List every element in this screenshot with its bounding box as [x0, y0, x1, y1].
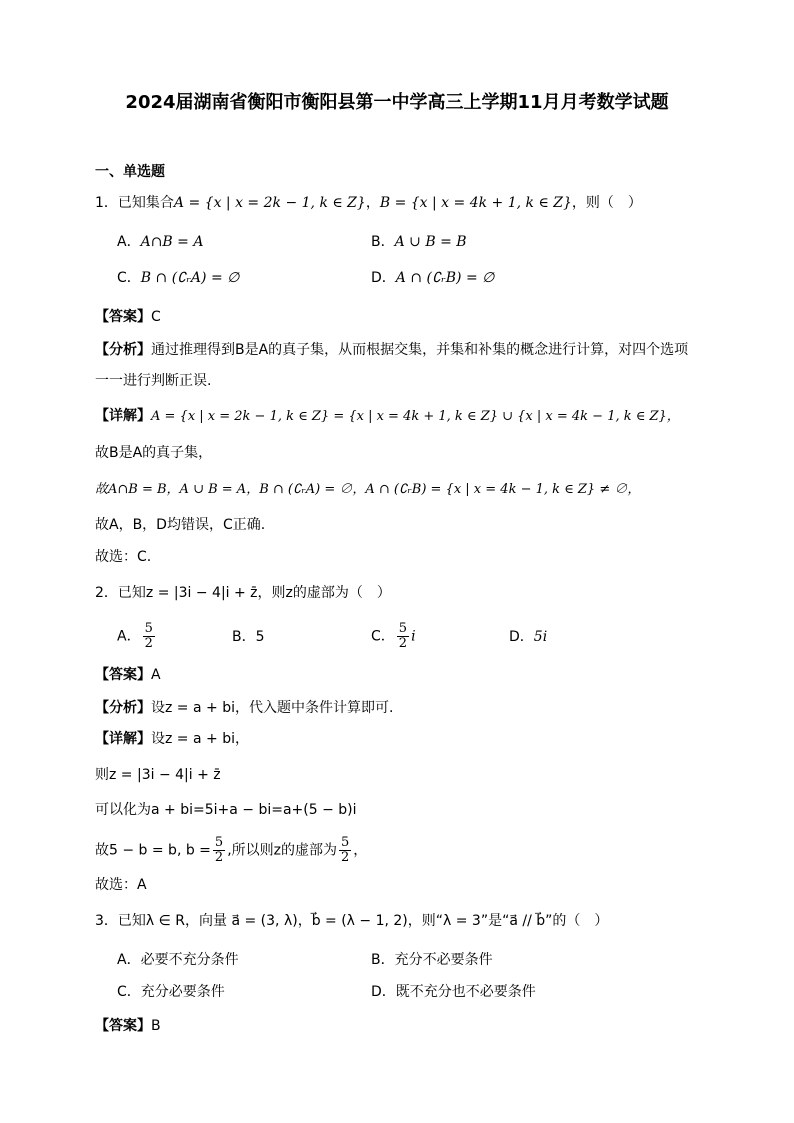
q1-set-a: A = {x | x = 2k − 1, k ∈ Z}: [173, 195, 366, 211]
q1-analysis-cont: 一一进行判断正误.: [95, 373, 212, 389]
q2-option-c: C． $\frac{5}{2}$ i: [371, 621, 416, 651]
answer-tag: 【答案】: [95, 1018, 151, 1034]
q1-detail: [95, 406, 680, 427]
q1-option-b: [371, 232, 467, 252]
q3-stem: 3．已知λ ∈ R，向量 a⃗ = (3, λ)，b⃗ = (λ − 1, 2)，则“λ = 3”是“a⃗ // b⃗”的（ ）: [95, 913, 609, 929]
fraction: $\frac{5}{2}$: [214, 835, 224, 865]
option-text: A ∩ (∁ᵣB) = ∅: [395, 270, 495, 286]
detail-tag: 【详解】: [95, 408, 151, 424]
detail-text: 故5 − b = b, b =: [95, 842, 211, 859]
analysis-text: 设z = a + bi，代入题中条件计算即可.: [151, 700, 394, 716]
answer-value: C: [151, 309, 161, 325]
answer-tag: 【答案】: [95, 309, 151, 325]
section-heading: 一、单选题: [95, 164, 165, 180]
q1-option-a: [117, 232, 203, 252]
option-label: D．: [371, 984, 396, 1000]
analysis-text: 通过推理得到B是A的真子集，从而根据交集，并集和补集的概念进行计算，对四个选项: [151, 342, 689, 358]
option-text: 5i: [533, 629, 548, 645]
q1-analysis: [95, 340, 688, 360]
q3-option-a: [117, 950, 239, 970]
q1-stem-prefix: 1．已知集合: [95, 195, 174, 211]
answer-value: B: [151, 1018, 161, 1034]
q2-detail-2: 则z = |3i − 4|i + z̄: [95, 767, 221, 783]
q2-detail: [95, 729, 249, 749]
q1-detail-4: 故A，B，D均错误，C正确.: [95, 517, 266, 533]
option-label: C．: [371, 628, 395, 645]
option-label: B．: [371, 234, 395, 250]
q2-option-d: [509, 627, 547, 647]
q1-set-b: B = {x | x = 4k + 1, k ∈ Z}: [379, 195, 572, 211]
q1-choose: 故选：C.: [95, 549, 152, 565]
option-label: A．: [117, 234, 141, 250]
q1-stem: [95, 193, 642, 213]
q2-answer: [95, 665, 161, 685]
q1-detail-3: [95, 479, 640, 500]
q1-detail-2: 故B是A的真子集，: [95, 445, 213, 461]
page-title: 2024届湖南省衡阳市衡阳县第一中学高三上学期11月月考数学试题: [125, 92, 669, 113]
option-label: B．: [371, 952, 395, 968]
q2-stem: [95, 583, 391, 603]
detail-text: ,所以则z的虚部为: [227, 842, 338, 859]
q1-answer: [95, 307, 161, 327]
q2-option-b: [232, 627, 265, 647]
fraction: $\frac{5}{2}$: [341, 835, 350, 865]
answer-value: A: [151, 667, 161, 683]
option-text: A ∪ B = B: [394, 234, 467, 250]
q3-option-d: [371, 982, 536, 1002]
detail-text: 设z = a + bi，: [151, 731, 249, 747]
q2-stem-text: 2．已知z = |3i − 4|i + z̄，则z的虚部为（ ）: [95, 585, 391, 601]
option-text: 既不充分也不必要条件: [395, 984, 536, 1000]
fraction: $\frac{5}{2}$: [398, 621, 408, 651]
option-label: D．: [371, 270, 396, 286]
fraction: $\frac{5}{2}$: [144, 621, 153, 651]
option-label: B．: [232, 629, 256, 645]
option-text: 充分不必要条件: [394, 952, 493, 968]
option-label: C．: [117, 984, 141, 1000]
q1-option-d: [371, 268, 494, 288]
answer-tag: 【答案】: [95, 667, 151, 683]
q1-sep: ，: [365, 195, 380, 211]
q3-option-c: [117, 982, 225, 1002]
option-text: 5: [255, 629, 265, 645]
q2-analysis: [95, 698, 393, 718]
q1-stem-suffix: ，则（ ）: [571, 195, 642, 211]
analysis-tag: 【分析】: [95, 700, 151, 716]
option-label: A．: [117, 628, 141, 645]
q1-option-c: [117, 268, 239, 288]
q2-detail-4: 故5 − b = b, b = $\frac{5}{2}$ ,所以则z的虚部为 $\frac{5}{2}$ ，: [95, 835, 368, 865]
option-label: D．: [509, 629, 534, 645]
option-text: A∩B = A: [140, 234, 204, 250]
q2-choose: 故选：A: [95, 877, 147, 893]
detail-tag: 【详解】: [95, 731, 151, 747]
analysis-tag: 【分析】: [95, 342, 151, 358]
option-label: A．: [117, 952, 141, 968]
option-text: 充分必要条件: [140, 984, 225, 1000]
option-label: C．: [117, 270, 141, 286]
option-text: 必要不充分条件: [140, 952, 239, 968]
detail-text: 故A∩B = B，A ∪ B = A，B ∩ (∁ᵣA) = ∅，A ∩ (∁ᵣB) = {x | x = 4k − 1, k ∈ Z} ≠ ∅，: [95, 482, 641, 497]
detail-text: A = {x | x = 2k − 1, k ∈ Z} = {x | x = 4k + 1, k ∈ Z} ∪ {x | x = 4k − 1, k ∈ Z}，: [151, 409, 680, 424]
option-text: B ∩ (∁ᵣA) = ∅: [140, 270, 240, 286]
q2-option-a: [117, 622, 157, 651]
q2-detail-3: 可以化为a + bi=5i+a − bi=a+(5 − b)i: [95, 802, 357, 818]
q3-option-b: [371, 950, 493, 970]
q3-answer: [95, 1016, 161, 1036]
